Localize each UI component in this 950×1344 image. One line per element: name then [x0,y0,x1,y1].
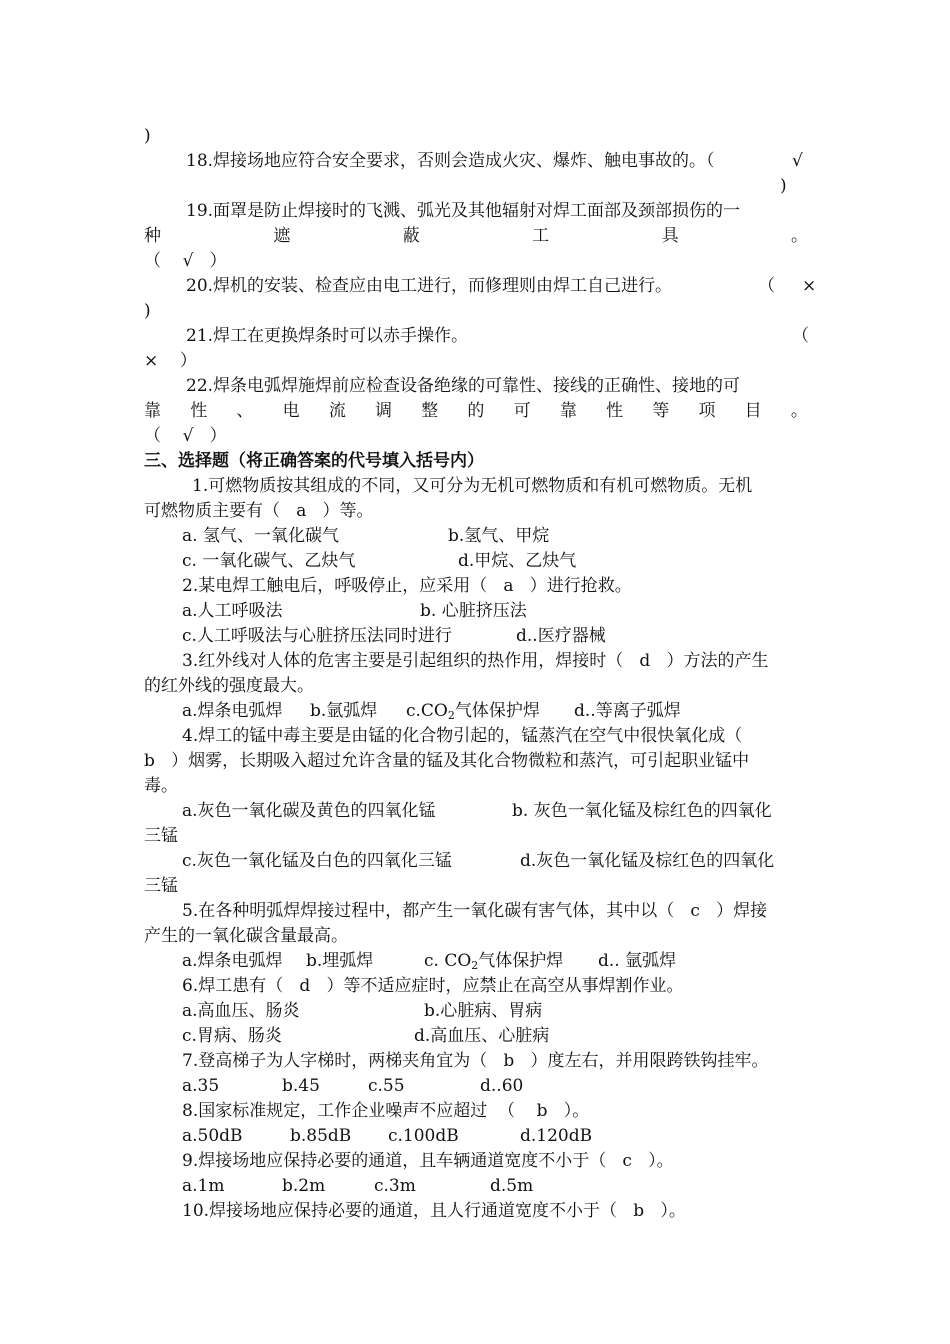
mc1-option-a: a. 氢气、一氧化碳气 [182,526,339,546]
q22-char: 靠 [144,401,161,421]
q19-char: 工 [532,226,550,246]
mc3-option-c-post: 气体保护焊 [454,701,540,721]
mc4-option-d-cont: 三锰 [144,876,178,896]
mc8-option-a: a.50dB [182,1126,243,1146]
q22-char: 调 [375,401,393,421]
q22-char: 、 [236,401,254,421]
q18-close-paren: ) [780,176,787,196]
mc2-option-a: a.人工呼吸法 [182,601,283,621]
mc9-option-a: a.1m [182,1176,225,1196]
q22-char: 流 [328,401,346,421]
mc2-option-b: b. 心脏挤压法 [420,601,527,621]
mc10-line1: 10.焊接场地应保持必要的通道，且人行通道宽度不小于（ b ）。 [182,1201,686,1221]
mc4-line2: b ）烟雾，长期吸入超过允许含量的锰及其化合物微粒和蒸汽，可引起职业锰中 [144,751,750,771]
mc6-option-d: d.高血压、心脏病 [414,1026,550,1046]
q22-char: 目 [744,401,762,421]
q19-char: 遮 [273,226,291,246]
q19-char: 蔽 [402,226,420,246]
mc9-option-b: b.2m [282,1176,326,1196]
mc7-line1: 7.登高梯子为人字梯时，两梯夹角宜为（ b ）度左右，并用限跨铁钩挂牢。 [182,1051,769,1071]
q21-text: 21.焊工在更换焊条时可以赤手操作。 [186,326,469,346]
q22-char: 项 [698,401,716,421]
mc5-line2: 产生的一氧化碳含量最高。 [144,926,348,946]
q22-answer: （ √ ） [144,426,227,446]
mc3-option-b: b.氩弧焊 [310,701,378,721]
mc2-line1: 2.某电焊工触电后，呼吸停止，应采用（ a ）进行抢救。 [182,576,632,596]
q17-tail: ) [144,126,151,146]
q22-char: 等 [652,401,670,421]
q22-char: 电 [282,401,300,421]
q21-open-paren: （ [792,326,809,346]
mc5-option-a: a.焊条电弧焊 [182,951,283,971]
mc5-option-b: b.埋弧焊 [306,951,374,971]
mc3-option-d: d..等离子弧焊 [574,701,681,721]
mc4-line3: 毒。 [144,776,178,796]
mc9-option-d: d.5m [490,1176,534,1196]
mc7-option-b: b.45 [282,1076,320,1096]
mc6-line1: 6.焊工患有（ d ）等不适应症时，应禁止在高空从事焊割作业。 [182,976,684,996]
mc4-option-c: c.灰色一氧化锰及白色的四氧化三锰 [182,851,452,871]
q19-char: 种 [144,226,161,246]
mc4-option-d: d.灰色一氧化锰及棕红色的四氧化 [520,851,775,871]
mc3-option-c-pre: c.CO [406,701,448,721]
mc3-line1: 3.红外线对人体的危害主要是引起组织的热作用，焊接时（ d ）方法的产生 [182,651,769,671]
mc1-line2: 可燃物质主要有（ a ）等。 [144,501,374,521]
q22-char: 可 [513,401,531,421]
mc5-option-c-subscript: 2 [471,959,479,972]
mc1-line1: 1.可燃物质按其组成的不同，又可分为无机可燃物质和有机可燃物质。无机 [192,476,753,496]
mc4-line1: 4.焊工的锰中毒主要是由锰的化合物引起的，锰蒸汽在空气中很快氧化成（ [182,726,743,746]
mc8-option-d: d.120dB [520,1126,593,1146]
mc1-option-d: d.甲烷、乙炔气 [458,551,577,571]
mc4-option-b-cont: 三锰 [144,826,178,846]
mc8-option-c: c.100dB [388,1126,459,1146]
mc7-option-c: c.55 [368,1076,405,1096]
q22-char: 的 [467,401,485,421]
mc3-line2: 的红外线的强度最大。 [144,676,314,696]
mc9-line1: 9.焊接场地应保持必要的通道，且车辆通道宽度不小于（ c ）。 [182,1151,674,1171]
q19-char: 。 [790,226,808,246]
q22-char: 整 [421,401,439,421]
q22-char: 性 [190,401,208,421]
q19-char: 具 [661,226,679,246]
mc5-line1: 5.在各种明弧焊焊接过程中，都产生一氧化碳有害气体，其中以（ c ）焊接 [182,901,768,921]
mc3-option-c [406,699,540,723]
mc1-option-b: b.氢气、甲烷 [448,526,550,546]
mc5-option-d: d.. 氩弧焊 [598,951,677,971]
mc2-option-c: c.人工呼吸法与心脏挤压法同时进行 [182,626,452,646]
mc5-option-c-post: 气体保护焊 [478,951,564,971]
q19-line2 [144,224,808,248]
mc7-option-d: d..60 [480,1076,524,1096]
q18-text: 18.焊接场地应符合安全要求，否则会造成火灾、爆炸、触电事故的。（ [186,151,715,171]
mc5-option-c-pre: c. CO [424,951,472,971]
mc2-option-d: d..医疗器械 [516,626,606,646]
q20-answer: （ × [758,276,817,296]
mc6-option-b: b.心脏病、胃病 [424,1001,543,1021]
mc7-option-a: a.35 [182,1076,220,1096]
q19-line1: 19.面罩是防止焊接时的飞溅、弧光及其他辐射对焊工面部及颈部损伤的一 [186,201,741,221]
mc4-option-a: a.灰色一氧化碳及黄色的四氧化锰 [182,801,436,821]
q21-answer: × ） [144,351,197,371]
mc5-option-c [424,949,563,973]
q19-answer: （ √ ） [144,251,227,271]
q22-line1: 22.焊条电弧焊施焊前应检查设备绝缘的可靠性、接线的正确性、接地的可 [186,376,741,396]
q22-line2 [144,399,808,423]
q22-char: 性 [606,401,624,421]
section3-heading: 三、选择题（将正确答案的代号填入括号内） [144,451,484,471]
mc3-option-a: a.焊条电弧焊 [182,701,283,721]
mc8-line1: 8.国家标准规定，工作企业噪声不应超过 （ b ）。 [182,1101,590,1121]
mc9-option-c: c.3m [374,1176,416,1196]
mc3-option-c-subscript: 2 [447,709,455,722]
q22-char: 靠 [559,401,577,421]
q20-text: 20.焊机的安装、检查应由电工进行，而修理则由焊工自己进行。 [186,276,673,296]
mc6-option-c: c.胃病、肠炎 [182,1026,282,1046]
mc8-option-b: b.85dB [290,1126,352,1146]
q18-check-mark: √ [792,151,803,171]
q22-char: 。 [790,401,808,421]
q20-close-paren: ) [144,301,151,321]
mc1-option-c: c. 一氧化碳气、乙炔气 [182,551,356,571]
mc6-option-a: a.高血压、肠炎 [182,1001,300,1021]
mc4-option-b: b. 灰色一氧化锰及棕红色的四氧化 [512,801,772,821]
